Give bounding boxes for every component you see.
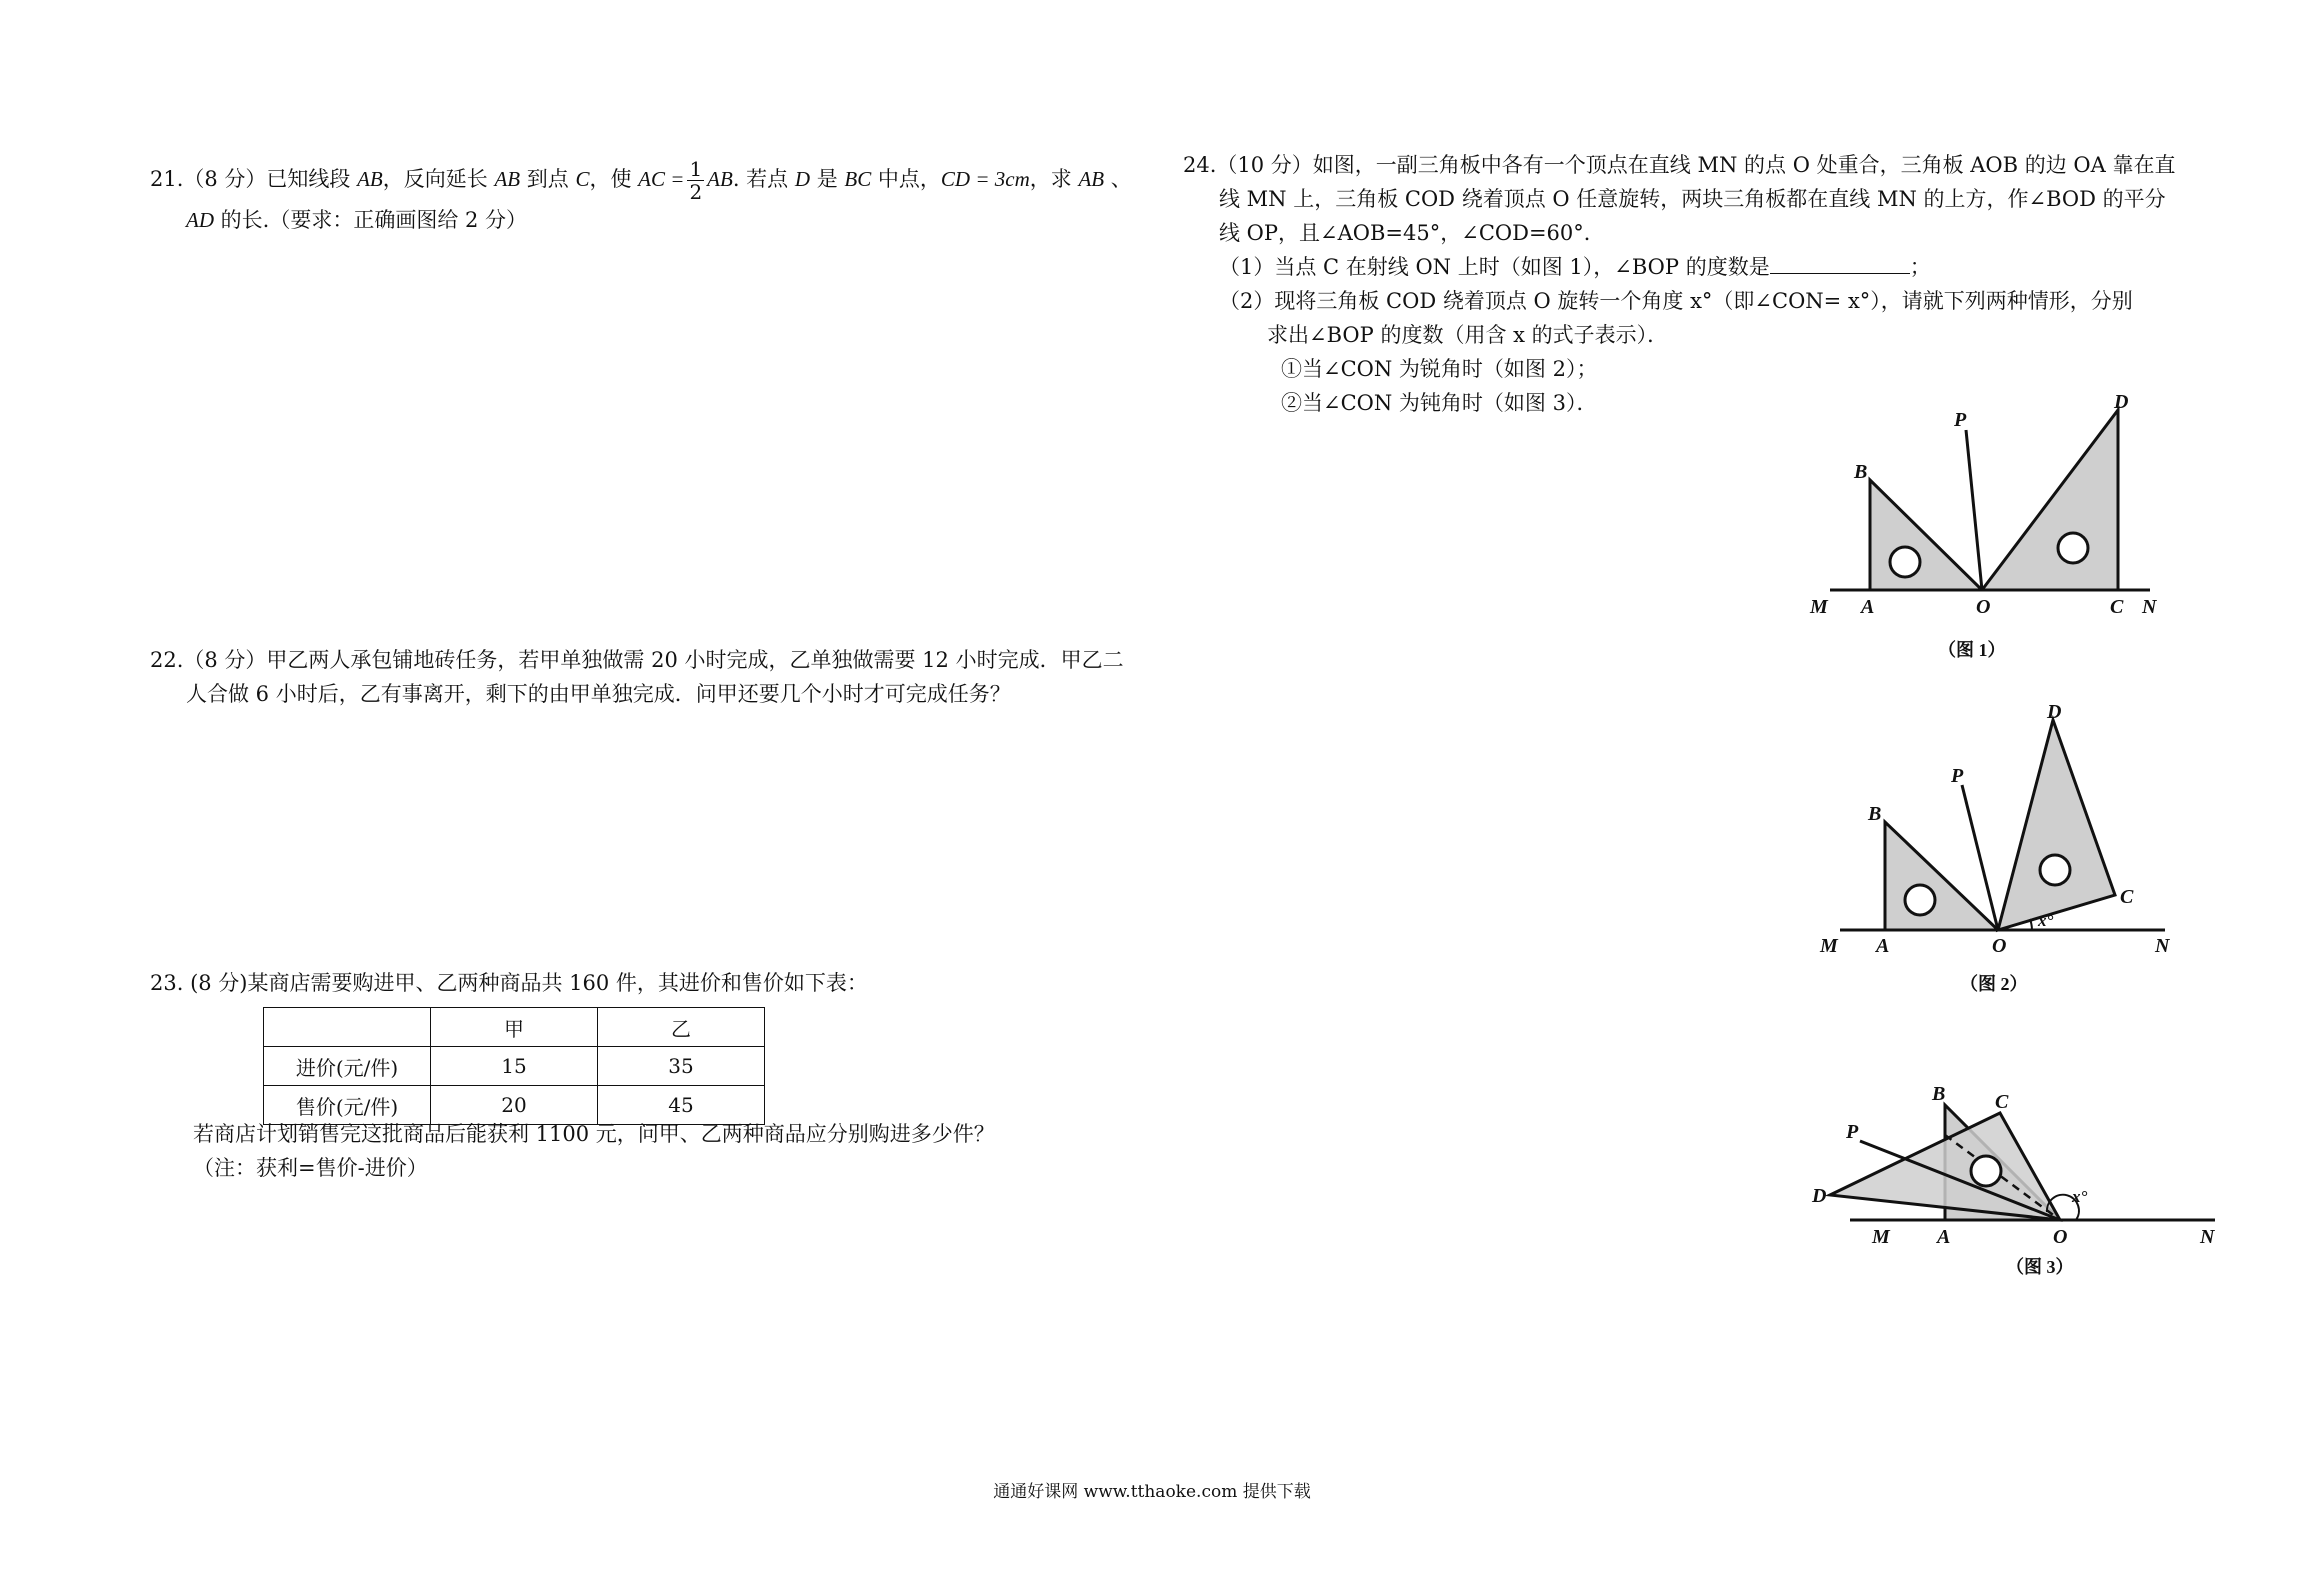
triangle-hole: [1890, 547, 1920, 577]
triangle-hole: [2040, 855, 2070, 885]
question-22: [150, 643, 1150, 711]
q24-part2b: 求出∠BOP 的度数（用含 x 的式子表示）．: [1267, 323, 1669, 347]
table-cell: 乙: [598, 1008, 765, 1047]
figure-caption: （图 2）: [1960, 974, 2028, 994]
figure-2: [1810, 700, 2180, 1000]
label-p: P: [1951, 765, 1964, 787]
q21-line1: 21.（8 分）已知线段 AB，反向延长 AB 到点 C，使 AC = $\frac{1}{2}$ AB. 若点 D 是 BC 中点，CD = 3cm，求 AB 、: [150, 157, 1132, 204]
label-n: N: [2200, 1226, 2215, 1248]
label-d: D: [2114, 391, 2129, 413]
q23-line2: 若商店计划销售完这批商品后能获利 1100 元，问甲、乙两种商品应分别购进多少件？: [193, 1122, 995, 1146]
label-x: x°: [2038, 911, 2054, 930]
label-o: O: [1992, 935, 2007, 957]
figure-caption: （图 1）: [1938, 640, 2006, 660]
label-o: O: [2053, 1226, 2068, 1248]
figure-3: [1810, 1075, 2230, 1285]
triangle-cod: [1998, 720, 2115, 930]
label-c: C: [2120, 886, 2134, 908]
label-a: A: [1876, 935, 1890, 957]
label-o: O: [1976, 596, 1991, 618]
q24-line3: 线 OP，且∠AOB=45°，∠COD=60°．: [1219, 221, 1605, 245]
price-table: [263, 1007, 765, 1125]
q22-line2: 人合做 6 小时后，乙有事离开，剩下的由甲单独完成．问甲还要几个小时才可完成任务？: [186, 682, 1011, 706]
triangle-hole: [2058, 533, 2088, 563]
q24-line2: 线 MN 上，三角板 COD 绕着顶点 O 任意旋转，两块三角板都在直线 MN 的上方，作∠BOD 的平分: [1219, 187, 2166, 211]
page-footer: 通通好课网 www.tthaoke.com 提供下载: [993, 1482, 1311, 1502]
table-cell: 售价(元/件): [264, 1086, 431, 1125]
q24-line1: 24.（10 分）如图，一副三角板中各有一个顶点在直线 MN 的点 O 处重合，三角板 AOB 的边 OA 靠在直: [1183, 153, 2176, 177]
fraction-one-half: $\frac{1}{2}$: [689, 157, 703, 204]
label-b: B: [1932, 1083, 1946, 1105]
q23-followup: [193, 1117, 1153, 1185]
label-a: A: [1937, 1226, 1951, 1248]
table-cell: 15: [431, 1047, 598, 1086]
triangle-hole: [1971, 1156, 2001, 1186]
label-n: N: [2155, 935, 2170, 957]
q24-part1: （1）当点 C 在射线 ON 上时（如图 1），∠BOP 的度数是 ；: [1219, 255, 1931, 279]
label-b: B: [1854, 461, 1868, 483]
answer-blank: [1770, 253, 1910, 274]
label-n: N: [2142, 596, 2157, 618]
q23-line3: （注：获利=售价-进价）: [193, 1156, 428, 1180]
table-cell: 进价(元/件): [264, 1047, 431, 1086]
label-d: D: [1812, 1185, 1827, 1207]
label-d: D: [2047, 701, 2062, 723]
figure-caption: （图 3）: [2006, 1257, 2074, 1277]
label-a: A: [1861, 596, 1875, 618]
label-p: P: [1954, 409, 1967, 431]
ray-op: [1966, 430, 1982, 590]
label-c: C: [2110, 596, 2124, 618]
triangle-aob: [1885, 822, 1998, 930]
label-m: M: [1810, 596, 1828, 618]
q22-line1: 22.（8 分）甲乙两人承包铺地砖任务，若甲单独做需 20 小时完成，乙单独做需要 12 小时完成．甲乙二: [150, 648, 1124, 672]
figure-1: [1800, 390, 2170, 670]
question-21: [150, 158, 1150, 237]
label-c: C: [1995, 1091, 2009, 1113]
q24-case1: ①当∠CON 为锐角时（如图 2）；: [1281, 357, 1598, 381]
question-23: [150, 966, 1150, 1000]
question-24: [1183, 148, 2193, 420]
table-cell: 45: [598, 1086, 765, 1125]
label-m: M: [1872, 1226, 1890, 1248]
table-cell: 甲: [431, 1008, 598, 1047]
triangle-hole: [1905, 885, 1935, 915]
table-row: [264, 1008, 765, 1047]
q24-part2a: （2）现将三角板 COD 绕着顶点 O 旋转一个角度 x°（即∠CON= x°），请就下列两种情形，分别: [1219, 289, 2133, 313]
label-x: x°: [2072, 1187, 2088, 1206]
triangle-aob: [1870, 480, 1982, 590]
q23-line1: 23. (8 分)某商店需要购进甲、乙两种商品共 160 件，其进价和售价如下表：: [150, 971, 868, 995]
q24-case2: ②当∠CON 为钝角时（如图 3）．: [1281, 391, 1598, 415]
q21-line2: AD 的长.（要求：正确画图给 2 分）: [186, 208, 528, 232]
table-row: [264, 1047, 765, 1086]
label-p: P: [1846, 1121, 1859, 1143]
table-cell: 35: [598, 1047, 765, 1086]
table-cell: 20: [431, 1086, 598, 1125]
label-m: M: [1820, 935, 1838, 957]
label-b: B: [1868, 803, 1882, 825]
table-cell: [264, 1008, 431, 1047]
triangle-cod: [1982, 410, 2118, 590]
